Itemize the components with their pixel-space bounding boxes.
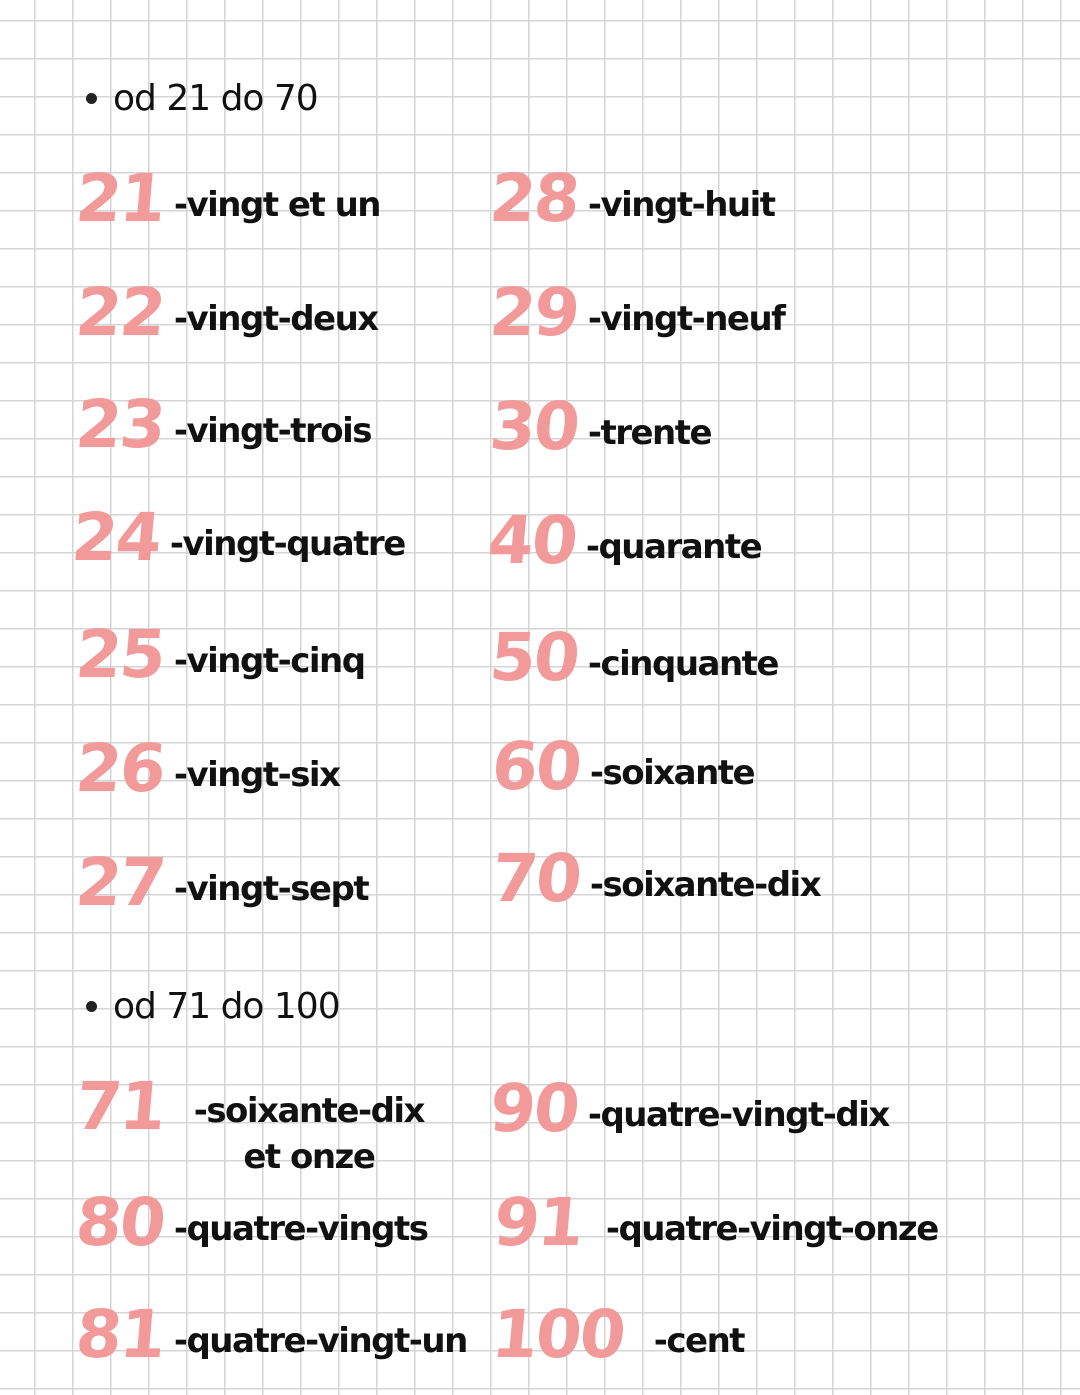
number-entry bbox=[72, 844, 369, 921]
number-word: -quatre-vingt-onze bbox=[605, 1209, 938, 1249]
number-word: -quarante bbox=[585, 527, 762, 567]
number-word: -vingt-huit bbox=[587, 185, 775, 225]
number-label: 25 bbox=[72, 616, 168, 693]
number-label: 30 bbox=[486, 388, 582, 465]
number-word: -quatre-vingts bbox=[173, 1209, 428, 1249]
number-label: 81 bbox=[72, 1296, 168, 1373]
number-entry bbox=[486, 388, 712, 465]
number-word: -soixante-dix bbox=[589, 865, 821, 905]
number-entry bbox=[72, 386, 371, 463]
number-word: -vingt-trois bbox=[173, 411, 371, 451]
number-label: 26 bbox=[72, 730, 168, 807]
number-entry bbox=[486, 274, 785, 351]
number-word: -soixante bbox=[589, 753, 755, 793]
number-word: -vingt-six bbox=[173, 755, 340, 795]
number-word: -cinquante bbox=[587, 644, 778, 684]
number-label: 24 bbox=[68, 499, 164, 576]
number-word: -vingt-quatre bbox=[169, 524, 405, 564]
bullet-icon bbox=[86, 93, 97, 104]
number-label: 70 bbox=[488, 840, 584, 917]
number-entry bbox=[72, 1184, 428, 1261]
number-word: -vingt-deux bbox=[173, 299, 378, 339]
section-heading-71-100 bbox=[86, 986, 340, 1027]
number-label: 80 bbox=[72, 1184, 168, 1261]
number-label: 27 bbox=[72, 844, 168, 921]
number-word: -quatre-vingt-dix bbox=[587, 1095, 889, 1135]
number-entry bbox=[72, 616, 365, 693]
bullet-icon bbox=[86, 1001, 97, 1012]
heading-text: od 71 do 100 bbox=[113, 986, 340, 1027]
heading-text: od 21 do 70 bbox=[113, 78, 318, 119]
number-word: -trente bbox=[587, 413, 712, 453]
number-label: 23 bbox=[72, 386, 168, 463]
number-word: -cent bbox=[653, 1321, 745, 1361]
number-word: -quatre-vingt-un bbox=[173, 1321, 467, 1361]
number-entry bbox=[72, 1296, 467, 1373]
number-label: 91 bbox=[490, 1184, 586, 1261]
number-entry bbox=[488, 1296, 745, 1373]
number-entry bbox=[486, 160, 775, 237]
number-label: 90 bbox=[486, 1070, 582, 1147]
number-label: 40 bbox=[484, 502, 580, 579]
number-label: 71 bbox=[72, 1068, 168, 1145]
number-label: 21 bbox=[72, 160, 168, 237]
number-entry bbox=[72, 730, 340, 807]
number-label: 100 bbox=[488, 1296, 628, 1373]
number-word: -vingt-cinq bbox=[173, 641, 365, 681]
number-word: -vingt-sept bbox=[173, 869, 369, 909]
number-entry bbox=[486, 1070, 889, 1147]
number-entry bbox=[72, 160, 380, 237]
number-word: -vingt et un bbox=[173, 185, 380, 225]
number-label: 60 bbox=[488, 728, 584, 805]
number-word: -soixante-dix et onze bbox=[193, 1091, 424, 1177]
number-entry bbox=[488, 840, 821, 917]
number-word: -vingt-neuf bbox=[587, 299, 785, 339]
number-label: 22 bbox=[72, 274, 168, 351]
section-heading-21-70 bbox=[86, 78, 318, 119]
number-entry bbox=[68, 499, 405, 576]
number-entry bbox=[72, 1068, 444, 1177]
number-entry bbox=[484, 502, 762, 579]
number-label: 29 bbox=[486, 274, 582, 351]
number-entry bbox=[490, 1184, 938, 1261]
number-entry bbox=[486, 619, 778, 696]
number-entry bbox=[72, 274, 378, 351]
number-label: 28 bbox=[486, 160, 582, 237]
number-label: 50 bbox=[486, 619, 582, 696]
number-entry bbox=[488, 728, 755, 805]
